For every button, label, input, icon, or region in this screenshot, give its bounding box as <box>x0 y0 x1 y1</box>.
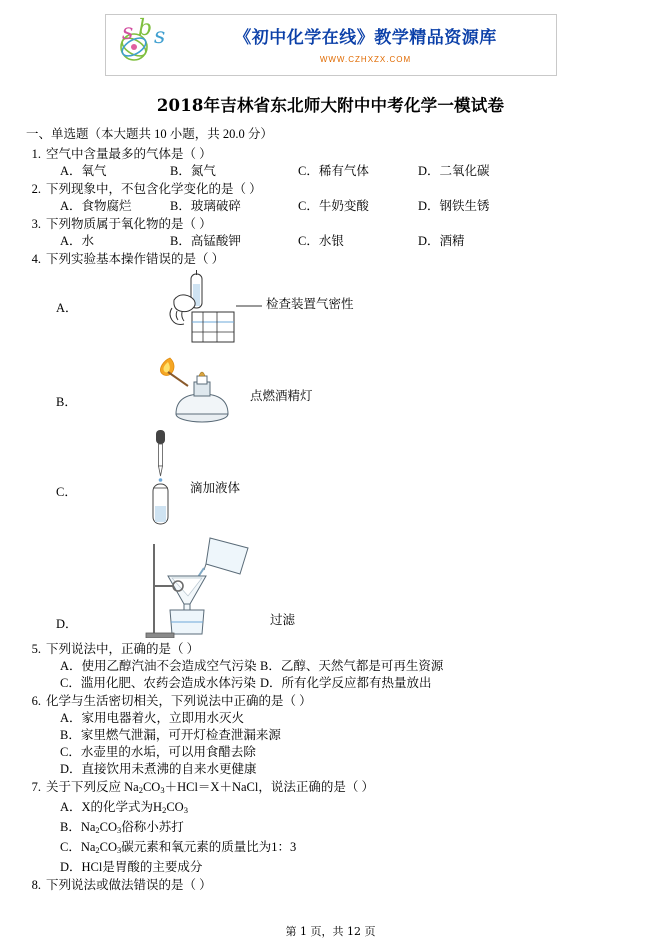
option-a: A．氧气 <box>60 164 107 178</box>
question-body <box>46 693 635 778</box>
question-body <box>46 779 635 876</box>
option-list <box>60 710 635 778</box>
question-number: 6. <box>31 694 41 708</box>
question-stem: 下列说法中，正确的是（ ） <box>46 642 200 656</box>
option-c: C．稀有气体 <box>298 164 369 178</box>
question-stem: 空气中含量最多的气体是（ ） <box>46 147 212 161</box>
question-number: 1. <box>31 147 41 161</box>
question-stem: 化学与生活密切相关，下列说法中正确的是（ ） <box>46 694 312 708</box>
option-c: C．$Na_2CO_3$碳元素和氧元素的质量比为1：3 <box>60 840 297 855</box>
option-c: C．水银 <box>298 234 344 248</box>
option-a: A．食物腐烂 <box>60 199 132 213</box>
question-body <box>46 877 635 894</box>
question-body <box>46 181 635 215</box>
option-d: D．HCl是胃酸的主要成分 <box>60 860 203 874</box>
banner-text-block <box>184 27 556 64</box>
option-a: A．使用乙醇汽油不会造成空气污染 <box>60 659 257 673</box>
option-b: B．玻璃破碎 <box>170 199 241 213</box>
question-item <box>26 877 635 894</box>
lighting-alcohol-lamp-with-match-icon <box>144 352 254 424</box>
figure-b-label: B． <box>56 395 77 409</box>
question-stem: 下列实验基本操作错误的是（ ） <box>46 252 225 266</box>
option-d: D．酒精 <box>418 234 465 248</box>
option-row <box>60 675 635 692</box>
question-number: 2. <box>31 182 41 196</box>
figure-c-caption: 滴加液体 <box>190 481 241 495</box>
option-a: A．家用电器着火，立即用水灭火 <box>60 711 245 725</box>
figure-option-b <box>56 352 635 424</box>
option-b: B．$Na_2CO_3$俗称小苏打 <box>60 820 184 835</box>
option-row <box>60 233 635 250</box>
option-row <box>60 198 635 215</box>
option-d: D．二氧化碳 <box>418 164 490 178</box>
question-number: 4. <box>31 252 41 266</box>
question-item <box>26 641 635 692</box>
option-c: C．水壶里的水垢，可以用食醋去除 <box>60 745 256 759</box>
option-row <box>60 658 635 675</box>
option-b: B．高锰酸钾 <box>170 234 241 248</box>
question-body <box>46 146 635 180</box>
banner-subtitle: WWW.CZHXZX.COM <box>319 54 412 64</box>
question-item <box>26 779 635 876</box>
option-list <box>60 799 635 876</box>
exam-page <box>0 14 661 949</box>
page-footer: 第 1 页，共 12 页 <box>285 925 376 938</box>
question-body <box>46 641 635 692</box>
option-b: B．氮气 <box>170 164 216 178</box>
option-a: A．水 <box>60 234 95 248</box>
question-number: 7. <box>31 780 41 794</box>
figure-option-c <box>56 428 635 528</box>
site-banner <box>105 14 557 76</box>
svg-text:s: s <box>153 24 165 49</box>
page-title: 2018年吉林省东北师大附中中考化学一模试卷 <box>156 96 505 115</box>
question-number: 5. <box>31 642 41 656</box>
question-item <box>26 251 635 640</box>
option-d: D．所有化学反应都有热量放出 <box>260 676 432 690</box>
figure-d-caption: 过滤 <box>270 613 296 627</box>
question-stem: 下列物质属于氧化物的是（ ） <box>46 217 212 231</box>
question-stem: 下列现象中，不包含化学变化的是（ ） <box>46 182 262 196</box>
option-d: D．直接饮用未煮沸的自来水更健康 <box>60 762 257 776</box>
option-c: C．牛奶变酸 <box>298 199 369 213</box>
question-item <box>26 216 635 250</box>
question-body <box>46 216 635 250</box>
figure-b-caption: 点燃酒精灯 <box>250 389 313 403</box>
question-item <box>26 146 635 180</box>
test-tube-hand-water-trough-icon <box>144 270 264 348</box>
filtration-funnel-beaker-icon <box>144 530 264 638</box>
option-c: C．滥用化肥、农药会造成水体污染 <box>60 676 256 690</box>
figure-option-d <box>56 530 635 640</box>
option-b: B．家里燃气泄漏，可开灯检查泄漏来源 <box>60 728 281 742</box>
question-number: 3. <box>31 217 41 231</box>
question-number: 8. <box>31 878 41 892</box>
figure-option-a <box>56 270 635 346</box>
question-stem: 关于下列反应 $Na_2CO_3+HCl=X+NaCl$，说法正确的是（ ） <box>46 780 374 795</box>
question-body <box>46 251 635 640</box>
dropper-into-test-tube-icon <box>144 428 204 528</box>
sbs-swirl-logo-icon <box>110 17 184 73</box>
figure-a-label: A． <box>56 301 78 315</box>
section-heading: 一、单选题（本大题共 10 小题，共 20.0 分） <box>26 127 273 141</box>
svg-text:s: s <box>121 20 133 45</box>
option-row <box>60 163 635 180</box>
figure-c-label: C． <box>56 485 77 499</box>
banner-title: 《初中化学在线》教学精品资源库 <box>234 27 497 48</box>
option-b: B．乙醇、天然气都是可再生资源 <box>260 659 444 673</box>
figure-a-caption: 检查装置气密性 <box>266 297 354 311</box>
svg-text:b: b <box>137 17 152 41</box>
question-item <box>26 693 635 778</box>
figure-d-label: D． <box>56 617 78 631</box>
question-item <box>26 181 635 215</box>
question-stem: 下列说法或做法错误的是（ ） <box>46 878 212 892</box>
option-d: D．钢铁生锈 <box>418 199 490 213</box>
option-a: A．X的化学式为$H_2CO_3$ <box>60 800 188 815</box>
